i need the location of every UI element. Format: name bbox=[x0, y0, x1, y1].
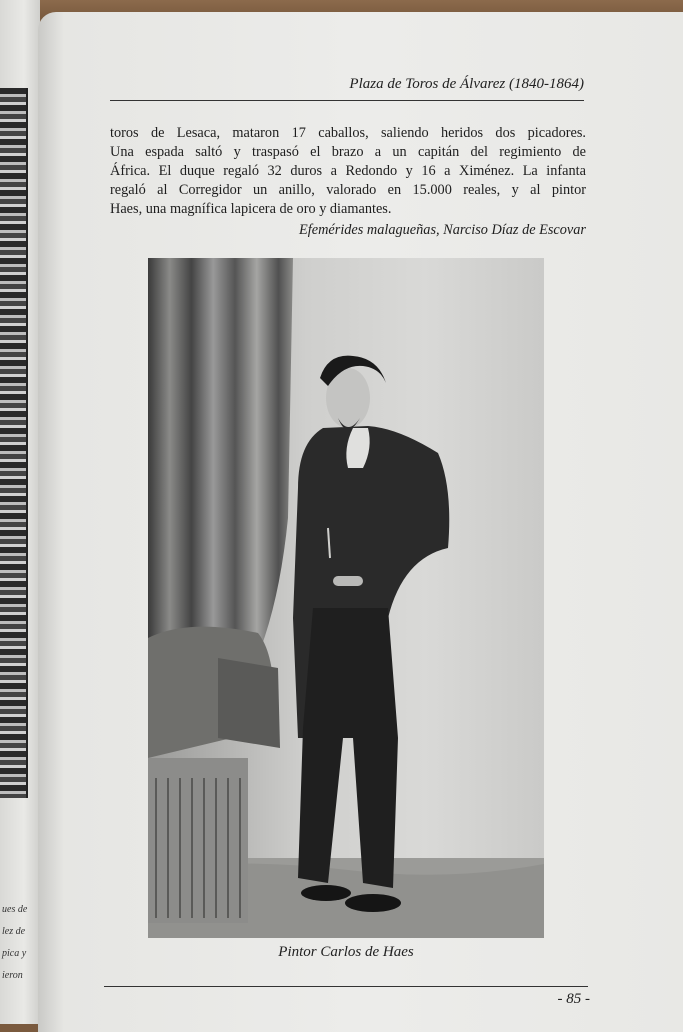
left-page-text-fragment: ieron bbox=[2, 970, 23, 981]
body-line: Una espada saltó y traspasó el brazo a un capitán del regimiento de bbox=[110, 144, 586, 160]
footer-rule bbox=[104, 986, 588, 987]
header-rule bbox=[110, 100, 584, 101]
portrait-photo-illustration bbox=[148, 258, 544, 938]
body-line: Haes, una magnífica lapicera de oro y diamantes. bbox=[110, 201, 392, 217]
left-page-text-fragment: ues de bbox=[2, 904, 28, 915]
body-line: toros de Lesaca, mataron 17 caballos, saliendo heridos dos picadores. bbox=[110, 125, 586, 141]
body-line: África. El duque regaló 32 duros a Redondo y 16 a Ximénez. La infanta bbox=[110, 163, 586, 179]
portrait-photo bbox=[148, 258, 544, 938]
running-head: Plaza de Toros de Álvarez (1840-1864) bbox=[349, 76, 584, 92]
left-page-text-fragment: pica y bbox=[2, 948, 27, 959]
left-page-ornament-image bbox=[0, 88, 28, 798]
page-number: - 85 - bbox=[557, 991, 590, 1007]
left-page-text-fragment: lez de bbox=[2, 926, 26, 937]
left-page-edge bbox=[0, 0, 40, 1024]
citation: Efemérides malagueñas, Narciso Díaz de Escovar bbox=[299, 222, 586, 238]
body-paragraph bbox=[110, 124, 586, 219]
photo-caption: Pintor Carlos de Haes bbox=[278, 944, 414, 960]
body-line: regaló al Corregidor un anillo, valorado en 15.000 reales, y al pintor bbox=[110, 182, 586, 198]
